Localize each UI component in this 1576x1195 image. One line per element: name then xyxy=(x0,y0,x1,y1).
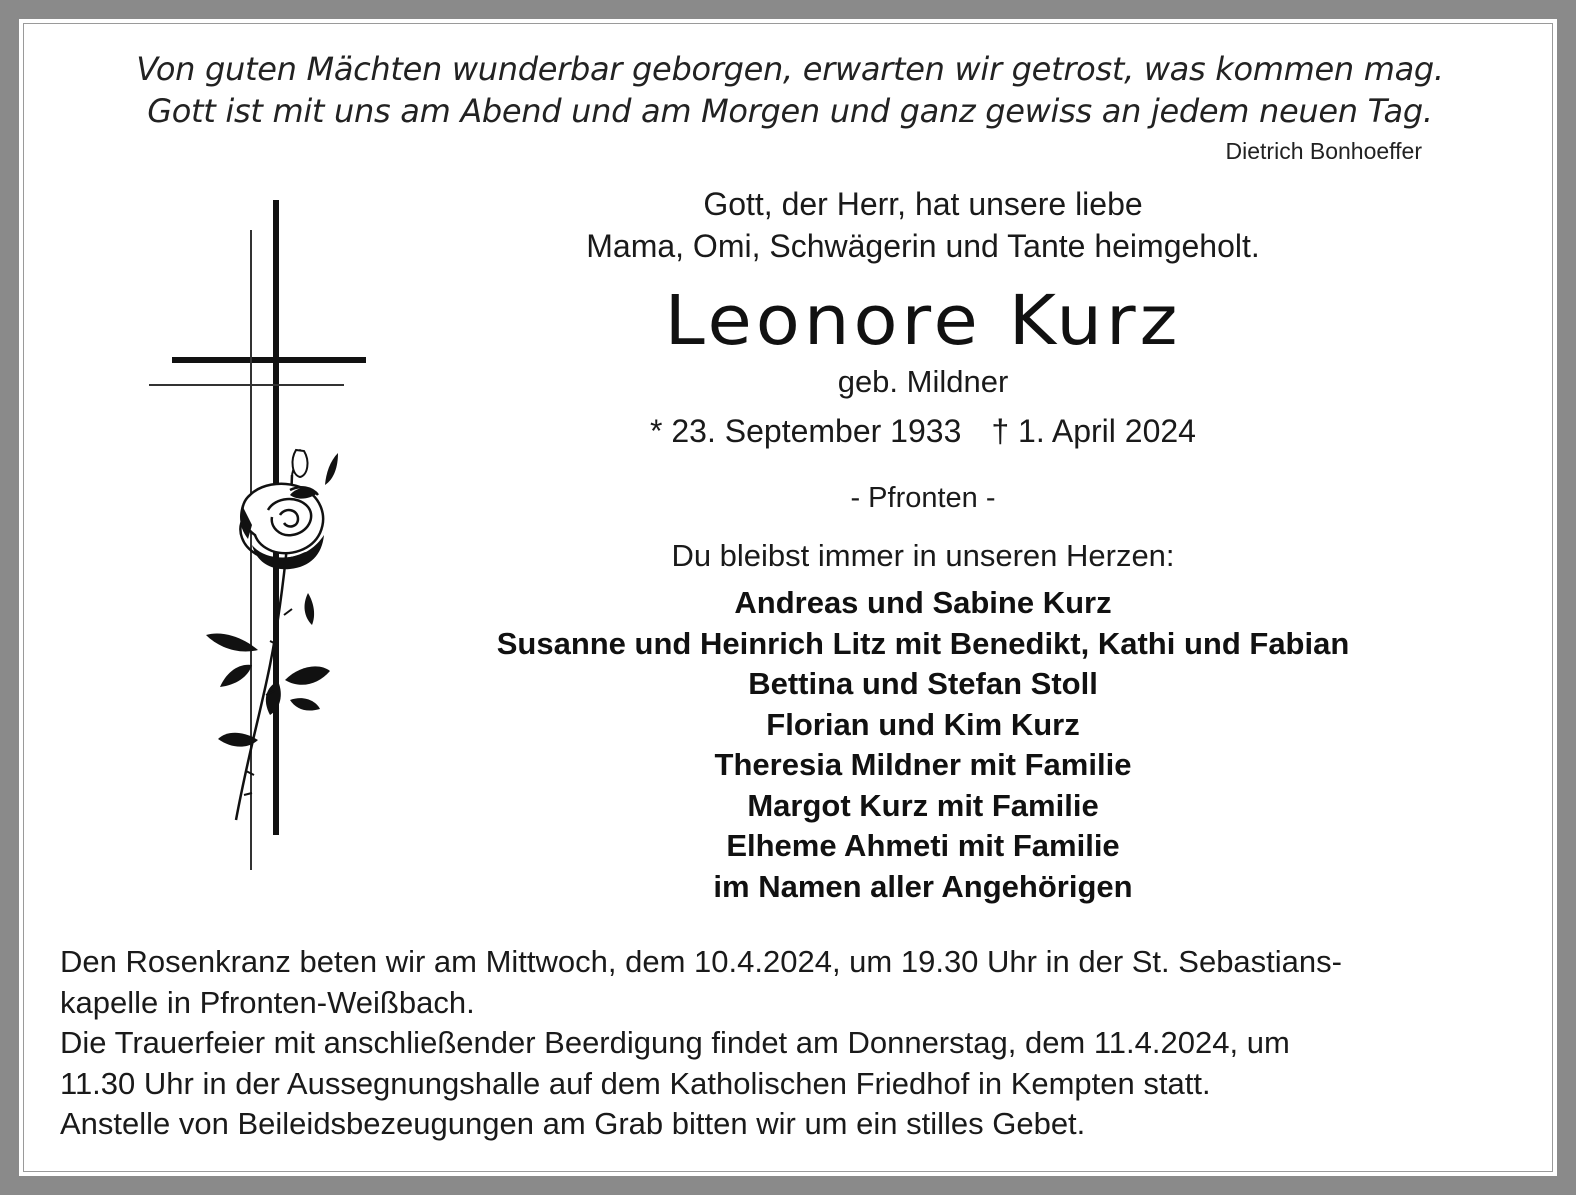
rosary-notice xyxy=(60,942,1520,1023)
funeral-line-1: Die Trauerfeier mit anschließender Beerdigung findet am Donnerstag, dem 11.4.2024, um xyxy=(60,1025,1290,1060)
remembrance-line: Du bleibst immer in unseren Herzen: xyxy=(671,538,1175,573)
mourner-entry: Florian und Kim Kurz xyxy=(766,706,1080,742)
intro-line-2: Mama, Omi, Schwägerin und Tante heimgeholt. xyxy=(586,228,1260,264)
rosary-line-1: Den Rosenkranz beten wir am Mittwoch, dem 10.4.2024, um 19.30 Uhr in der St. Sebastians- xyxy=(60,944,1342,979)
hometown: - Pfronten - xyxy=(850,482,996,514)
motto-author: Dietrich Bonhoeffer xyxy=(1225,138,1422,164)
condolence-notice: Anstelle von Beileidsbezeugungen am Grab bitten wir um ein stilles Gebet. xyxy=(60,1106,1086,1141)
service-notice xyxy=(60,942,1520,1145)
intro-text xyxy=(400,183,1446,267)
motto-quote xyxy=(60,48,1520,132)
life-dates xyxy=(400,413,1446,450)
funeral-line-2: 11.30 Uhr in der Aussegnungshalle auf dem Katholischen Friedhof in Kempten statt. xyxy=(60,1065,1211,1101)
rosary-line-2: kapelle in Pfronten-Weißbach. xyxy=(60,984,475,1020)
mourner-entry: Theresia Mildner mit Familie xyxy=(714,747,1132,782)
mourner-entry: im Namen aller Angehörigen xyxy=(713,868,1133,904)
mourner-entry: Bettina und Stefan Stoll xyxy=(748,666,1098,701)
cross-with-rose-icon xyxy=(140,195,380,875)
mourner-entry: Susanne und Heinrich Litz mit Benedikt, Kathi und Fabian xyxy=(496,625,1350,661)
death-date: † 1. April 2024 xyxy=(991,413,1196,449)
mourners-list xyxy=(400,583,1446,907)
motto-line-2: Gott ist mit uns am Abend und am Morgen und ganz gewiss an jedem neuen Tag. xyxy=(147,92,1433,130)
maiden-name: geb. Mildner xyxy=(837,364,1009,399)
motto-line-1: Von guten Mächten wunderbar geborgen, erwarten wir getrost, was kommen mag. xyxy=(136,50,1444,88)
mourner-entry: Elheme Ahmeti mit Familie xyxy=(726,828,1120,863)
intro-line-1: Gott, der Herr, hat unsere liebe xyxy=(703,186,1143,222)
birth-date: * 23. September 1933 xyxy=(650,413,962,449)
deceased-name: Leonore Kurz xyxy=(664,280,1182,360)
mourner-entry: Margot Kurz mit Familie xyxy=(747,787,1099,823)
mourner-entry: Andreas und Sabine Kurz xyxy=(734,585,1112,620)
funeral-notice xyxy=(60,1023,1520,1104)
